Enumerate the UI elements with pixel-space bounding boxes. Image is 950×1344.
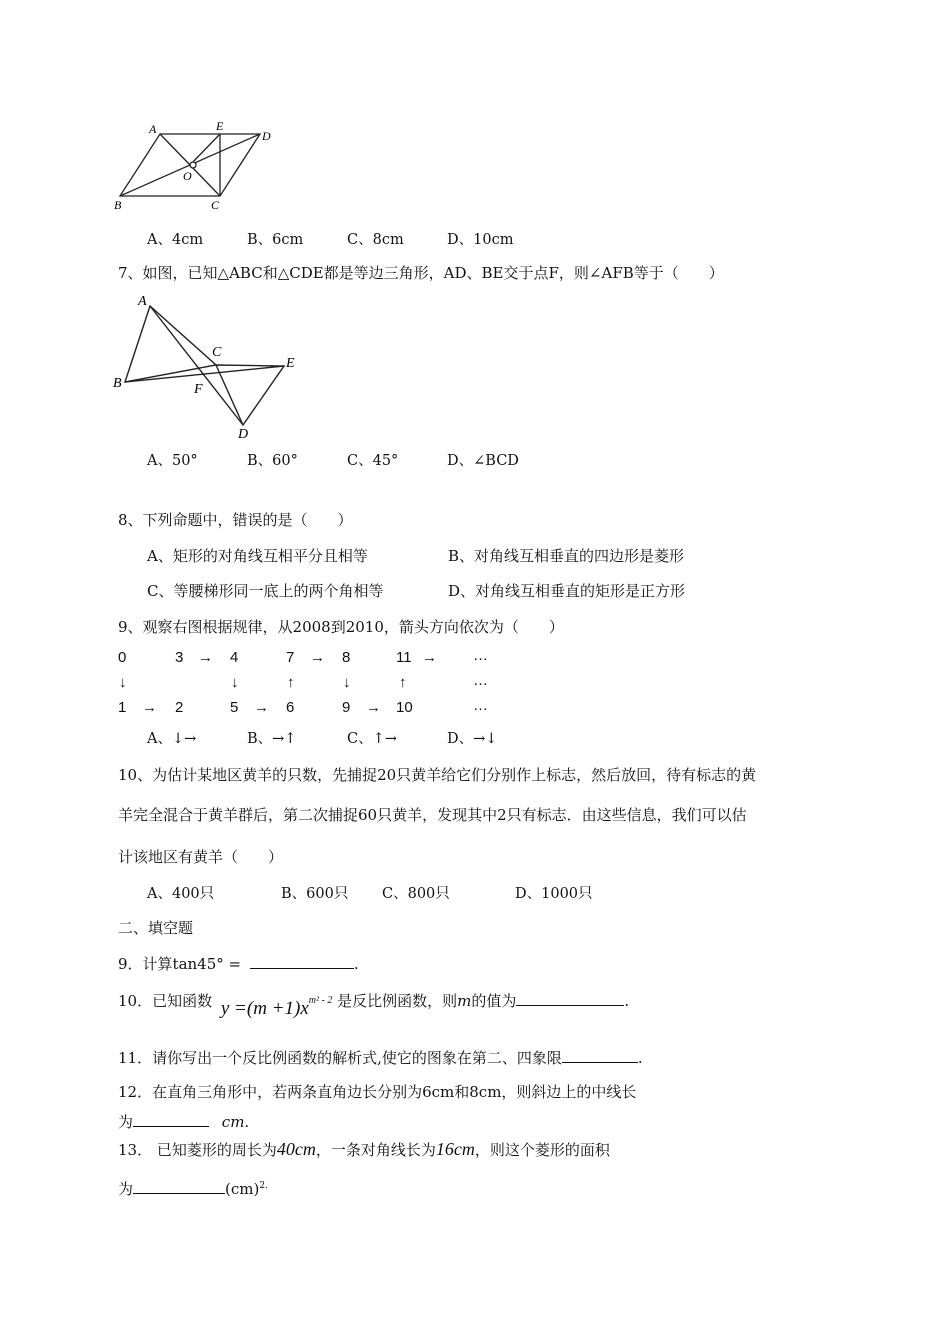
grid-arrow-down: ↓ — [231, 674, 239, 691]
fill9-period: . — [353, 955, 359, 973]
fill13-text3: ，则这个菱形的面积 — [474, 1141, 610, 1159]
q8-option-d: D、对角线互相垂直的矩形是正方形 — [448, 582, 686, 600]
fill-question-13-line2 — [118, 1178, 268, 1199]
fill12-prefix: 为 — [118, 1113, 134, 1131]
fig7-label-B: B — [113, 376, 122, 391]
grid-arrow-right: → — [366, 699, 381, 716]
triangles-figure — [108, 290, 308, 440]
fill13-unit-sup: 2. — [259, 1181, 268, 1191]
grid-number-6: 6 — [286, 699, 295, 716]
fill-question-9 — [118, 953, 359, 974]
fig7-label-E: E — [286, 356, 295, 371]
fill12-line1: 12．在直角三角形中，若两条直角边长分别为6cm和8cm，则斜边上的中线长 — [118, 1083, 637, 1101]
perimeter-value: 40cm — [276, 1139, 316, 1159]
q9-option-b: B、→↑ — [247, 731, 297, 747]
label-D: D — [262, 129, 271, 143]
fill-question-11 — [118, 1047, 643, 1068]
grid-arrow-down: ↓ — [119, 674, 127, 691]
fill13-prefix2: 为 — [118, 1180, 134, 1198]
q7-option-a: A、50° — [147, 453, 198, 469]
fill10-variable: m — [457, 992, 472, 1010]
fill13-prefix: 13． — [118, 1141, 153, 1159]
q6-option-b: B、6cm — [247, 232, 304, 248]
fill11-period: . — [637, 1049, 643, 1067]
fill9-text: 9．计算tan45° = — [118, 955, 242, 973]
q6-option-d: D、10cm — [447, 232, 514, 248]
fill10-suffix: 的值为 — [471, 992, 517, 1010]
q6-option-c: C、8cm — [347, 232, 404, 248]
grid-number-1: 1 — [118, 699, 127, 716]
grid-number-2: 2 — [175, 699, 184, 716]
fill-question-10 — [118, 990, 630, 1019]
q9-option-a: A、↓→ — [147, 731, 197, 747]
q6-option-a: A、4cm — [147, 232, 204, 248]
formula-exponent: m² - 2 — [308, 994, 333, 1006]
formula-main: y =(m +1)x — [220, 998, 309, 1019]
q10-option-b: B、600只 — [281, 886, 349, 902]
grid-arrow-up: ↑ — [287, 674, 295, 691]
q10-option-a: A、400只 — [147, 886, 215, 902]
answer-blank[interactable] — [133, 1112, 209, 1127]
diagonal-value: 16cm — [435, 1139, 475, 1159]
grid-number-10: 10 — [396, 699, 413, 716]
q8-option-b: B、对角线互相垂直的四边形是菱形 — [448, 547, 685, 565]
label-A: A — [149, 122, 157, 136]
grid-number-5: 5 — [230, 699, 239, 716]
q10-option-c: C、800只 — [382, 886, 450, 902]
grid-arrow-right: → — [198, 649, 213, 666]
fill10-middle: 是反比例函数，则 — [337, 992, 458, 1010]
parallelogram-figure — [105, 118, 290, 218]
answer-blank[interactable] — [516, 991, 624, 1006]
answer-blank[interactable] — [250, 954, 354, 969]
grid-ellipsis: … — [473, 697, 488, 714]
grid-arrow-right: → — [254, 699, 269, 716]
grid-arrow-right: → — [422, 649, 437, 666]
label-O: O — [183, 169, 192, 183]
grid-number-9: 9 — [342, 699, 351, 716]
q10-question-line3: 计该地区有黄羊（ ） — [118, 848, 284, 866]
grid-arrow-right: → — [310, 649, 325, 666]
fill13-unit: (cm) — [225, 1180, 260, 1198]
grid-arrow-down: ↓ — [343, 674, 351, 691]
grid-number-3: 3 — [175, 649, 184, 666]
fig7-label-C: C — [212, 345, 222, 360]
grid-number-8: 8 — [342, 649, 351, 666]
fill11-text: 11．请你写出一个反比例函数的解析式,使它的图象在第二、四象限 — [118, 1049, 562, 1067]
q10-question-line1: 10、为估计某地区黄羊的只数，先捕捉20只黄羊给它们分别作上标志，然后放回，待有标志的黄 — [118, 766, 757, 784]
q9-option-c: C、↑→ — [347, 731, 397, 747]
fig7-label-D: D — [238, 427, 249, 440]
fig7-label-A: A — [138, 294, 147, 309]
grid-arrow-right: → — [142, 699, 157, 716]
q9-option-d: D、→↓ — [447, 731, 498, 747]
label-B: B — [114, 198, 122, 212]
grid-number-11: 11 — [396, 649, 412, 666]
fill-question-12-line2 — [118, 1111, 249, 1132]
q7-option-c: C、45° — [347, 453, 399, 469]
q8-option-a: A、矩形的对角线互相平分且相等 — [147, 547, 368, 565]
q9-question: 9、观察右图根据规律，从2008到2010，箭头方向依次为（ ） — [118, 618, 564, 636]
answer-blank[interactable] — [562, 1048, 638, 1063]
grid-number-4: 4 — [230, 649, 239, 666]
fill10-period: . — [624, 992, 630, 1010]
q8-option-c: C、等腰梯形同一底上的两个角相等 — [147, 582, 384, 600]
grid-number-7: 7 — [286, 649, 295, 666]
fill13-text2: ，一条对角线长为 — [315, 1141, 436, 1159]
q8-question: 8、下列命题中，错误的是（ ） — [118, 511, 353, 529]
fill10-prefix: 10．已知函数 — [118, 992, 213, 1010]
fill12-unit: cm. — [221, 1113, 250, 1131]
function-formula — [220, 994, 333, 1019]
q10-option-d: D、1000只 — [515, 886, 593, 902]
q7-option-d: D、∠BCD — [447, 453, 519, 469]
grid-arrow-up: ↑ — [399, 674, 407, 691]
q7-question: 7、如图，已知△ABC和△CDE都是等边三角形，AD、BE交于点F，则∠AFB等于（ ） — [118, 264, 724, 282]
grid-ellipsis: … — [473, 647, 488, 664]
fig7-label-F: F — [194, 382, 203, 397]
q7-option-b: B、60° — [247, 453, 298, 469]
fill-question-13-line1 — [118, 1139, 610, 1160]
grid-number-0: 0 — [118, 649, 127, 666]
q10-question-line2: 羊完全混合于黄羊群后，第二次捕捉60只黄羊，发现其中2只有标志．由这些信息，我们可以估 — [118, 806, 747, 824]
grid-ellipsis: … — [473, 672, 488, 689]
label-E: E — [216, 119, 224, 133]
section-title: 二、填空题 — [118, 919, 194, 937]
answer-blank[interactable] — [133, 1179, 225, 1194]
label-C: C — [211, 198, 220, 212]
fill13-text1: 已知菱形的周长为 — [156, 1141, 277, 1159]
